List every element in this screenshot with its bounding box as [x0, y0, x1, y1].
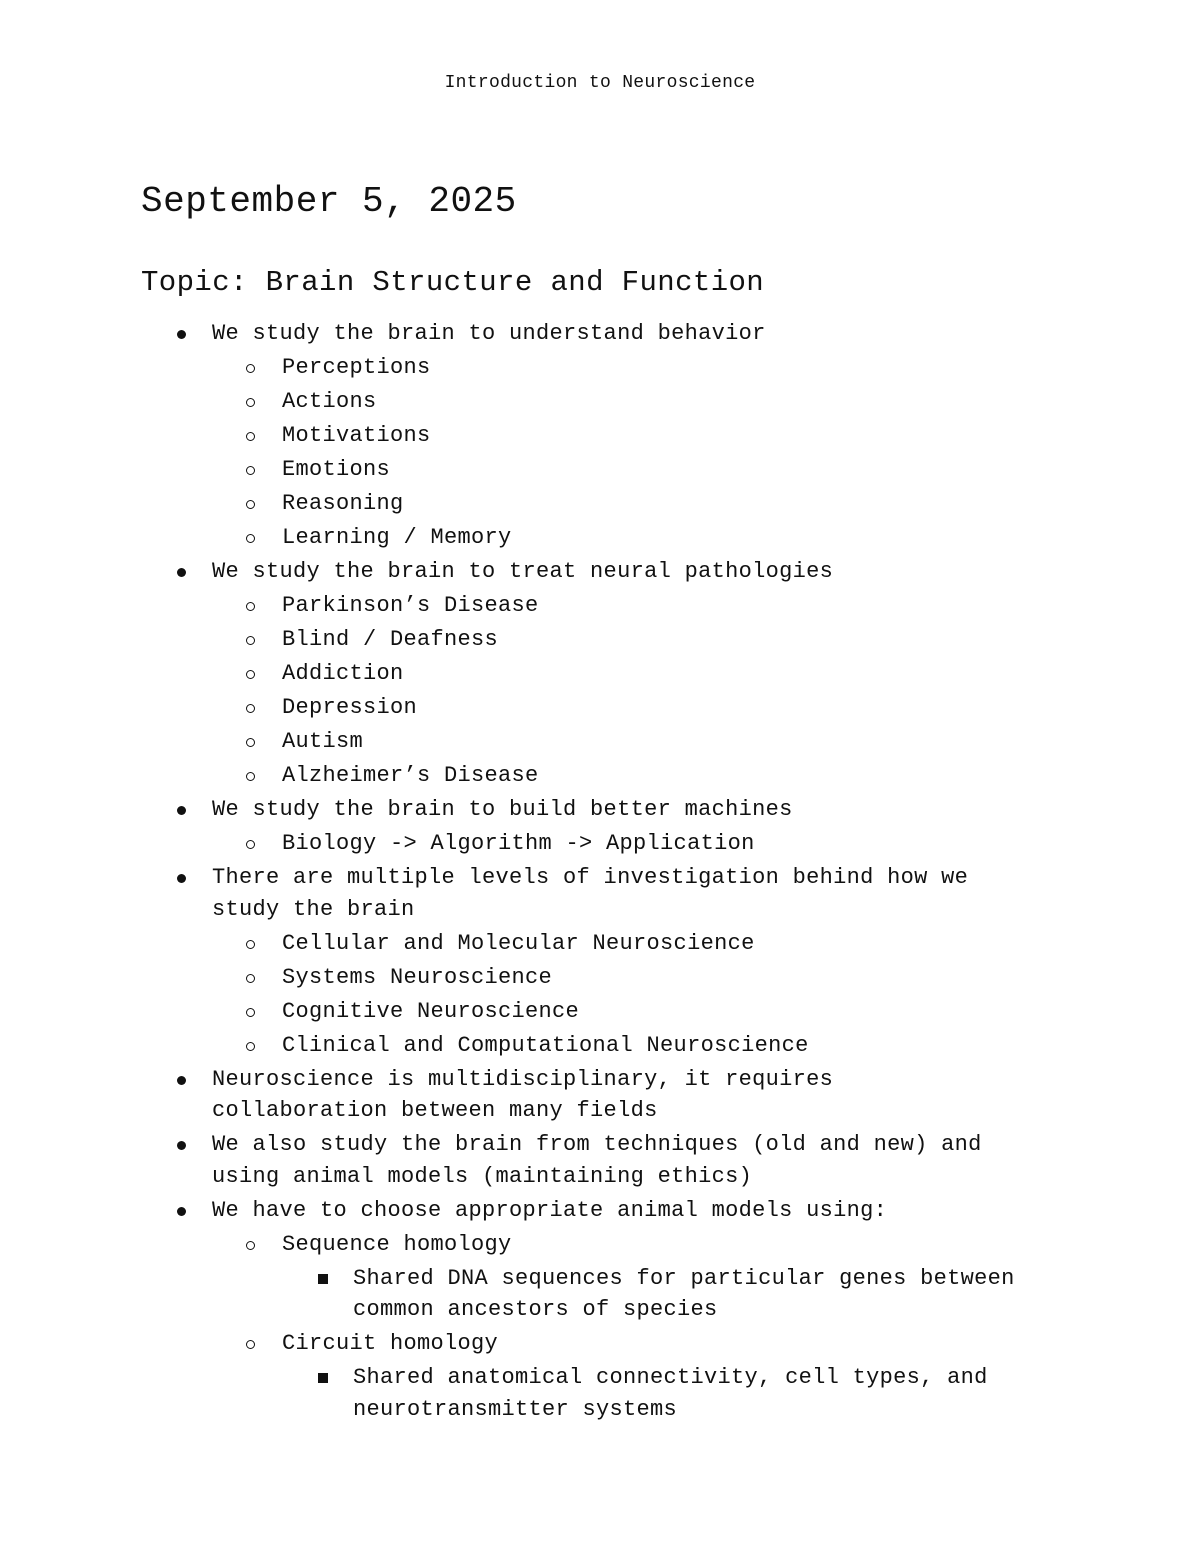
list-item-text: Neuroscience is multidisciplinary, it requires — [212, 1066, 834, 1092]
bullet-circle-icon — [246, 590, 255, 622]
list-item-text: Cellular and Molecular Neuroscience — [282, 930, 755, 956]
sub-list-item — [0, 590, 1200, 622]
bullet-circle-icon — [246, 760, 255, 792]
sub-list-item — [0, 828, 1200, 860]
list-item-text: Learning / Memory — [282, 525, 512, 550]
bullet-circle-icon — [246, 488, 255, 520]
list-item-text: Reasoning — [282, 491, 404, 516]
list-item-text: Motivations — [282, 423, 431, 448]
list-item-text: Sequence homology — [282, 1231, 512, 1257]
bullet-dot-icon — [177, 862, 186, 894]
list-item-text: Autism — [282, 729, 364, 754]
sub-list-item — [0, 760, 1200, 792]
list-item-text: Depression — [282, 695, 418, 720]
bullet-dot-icon — [177, 1195, 186, 1227]
list-item-text: Shared DNA sequences for particular genes between — [353, 1265, 1015, 1291]
sub-sub-list-item — [0, 1263, 1200, 1295]
date-heading: September 5, 2025 — [141, 181, 517, 222]
sub-list-item — [0, 962, 1200, 994]
bullet-circle-icon — [246, 828, 255, 860]
bullet-dot-icon — [177, 318, 186, 350]
list-item-text: neurotransmitter systems — [353, 1396, 678, 1422]
list-item — [0, 894, 1200, 926]
bullet-circle-icon — [246, 352, 255, 384]
bullet-square-icon — [318, 1263, 328, 1295]
bullet-circle-icon — [246, 386, 255, 418]
list-item — [0, 862, 1200, 894]
sub-list-item — [0, 624, 1200, 656]
sub-list-item — [0, 726, 1200, 758]
list-item-text: common ancestors of species — [353, 1297, 718, 1322]
bullet-circle-icon — [246, 996, 255, 1028]
sub-list-item — [0, 658, 1200, 690]
sub-list-item — [0, 420, 1200, 452]
bullet-dot-icon — [177, 1129, 186, 1161]
bullet-circle-icon — [246, 624, 255, 656]
list-item-text: Actions — [282, 389, 377, 414]
sub-sub-list-item — [0, 1294, 1200, 1326]
list-item-text: We also study the brain from techniques (old and new) and — [212, 1132, 982, 1157]
list-item-text: Parkinson’s Disease — [282, 593, 539, 618]
bullet-circle-icon — [246, 454, 255, 486]
sub-sub-list-item — [0, 1394, 1200, 1426]
bullet-circle-icon — [246, 962, 255, 994]
bullet-circle-icon — [246, 522, 255, 554]
list-item-text: We study the brain to understand behavior — [212, 321, 766, 346]
sub-list-item — [0, 352, 1200, 384]
list-item — [0, 556, 1200, 588]
sub-list-item — [0, 996, 1200, 1028]
list-item-text: Perceptions — [282, 355, 431, 380]
list-item-text: Systems Neuroscience — [282, 964, 553, 990]
bullet-dot-icon — [177, 556, 186, 588]
list-item-text: study the brain — [212, 896, 415, 922]
list-item-text: Emotions — [282, 457, 391, 482]
list-item — [0, 1195, 1200, 1227]
bullet-circle-icon — [246, 726, 255, 758]
page-header: Introduction to Neuroscience — [444, 73, 756, 93]
sub-list-item — [0, 1229, 1200, 1261]
sub-list-item — [0, 522, 1200, 554]
topic-heading: Topic: Brain Structure and Function — [141, 266, 765, 299]
list-item — [0, 1129, 1200, 1161]
bullet-dot-icon — [177, 794, 186, 826]
sub-list-item — [0, 928, 1200, 960]
list-item — [0, 318, 1200, 350]
sub-list-item — [0, 692, 1200, 724]
bullet-dot-icon — [177, 1064, 186, 1096]
sub-sub-list-item — [0, 1362, 1200, 1394]
list-item-text: Alzheimer’s Disease — [282, 763, 539, 788]
list-item-text: Shared anatomical connectivity, cell types, and — [353, 1365, 988, 1390]
list-item-text: We have to choose appropriate animal models using: — [212, 1197, 888, 1223]
bullet-circle-icon — [246, 1030, 255, 1062]
bullet-circle-icon — [246, 1229, 255, 1261]
list-item — [0, 794, 1200, 826]
list-item-text: Circuit homology — [282, 1331, 499, 1356]
list-item-text: We study the brain to treat neural pathologies — [212, 559, 834, 584]
bullet-circle-icon — [246, 420, 255, 452]
list-item — [0, 1161, 1200, 1193]
list-item-text: We study the brain to build better machines — [212, 797, 793, 822]
list-item-text: using animal models (maintaining ethics) — [212, 1163, 753, 1189]
sub-list-item — [0, 454, 1200, 486]
sub-list-item — [0, 1328, 1200, 1360]
list-item-text: Biology -> Algorithm -> Application — [282, 831, 755, 856]
list-item — [0, 1095, 1200, 1127]
list-item-text: collaboration between many fields — [212, 1098, 658, 1123]
notes-list — [0, 318, 1200, 1428]
bullet-circle-icon — [246, 928, 255, 960]
list-item-text: Cognitive Neuroscience — [282, 998, 580, 1024]
list-item — [0, 1064, 1200, 1096]
list-item-text: Addiction — [282, 661, 404, 686]
bullet-circle-icon — [246, 1328, 255, 1360]
sub-list-item — [0, 386, 1200, 418]
sub-list-item — [0, 488, 1200, 520]
bullet-square-icon — [318, 1362, 328, 1394]
bullet-circle-icon — [246, 658, 255, 690]
sub-list-item — [0, 1030, 1200, 1062]
list-item-text: Clinical and Computational Neuroscience — [282, 1032, 809, 1058]
list-item-text: Blind / Deafness — [282, 627, 499, 652]
list-item-text: There are multiple levels of investigation behind how we — [212, 865, 969, 890]
bullet-circle-icon — [246, 692, 255, 724]
